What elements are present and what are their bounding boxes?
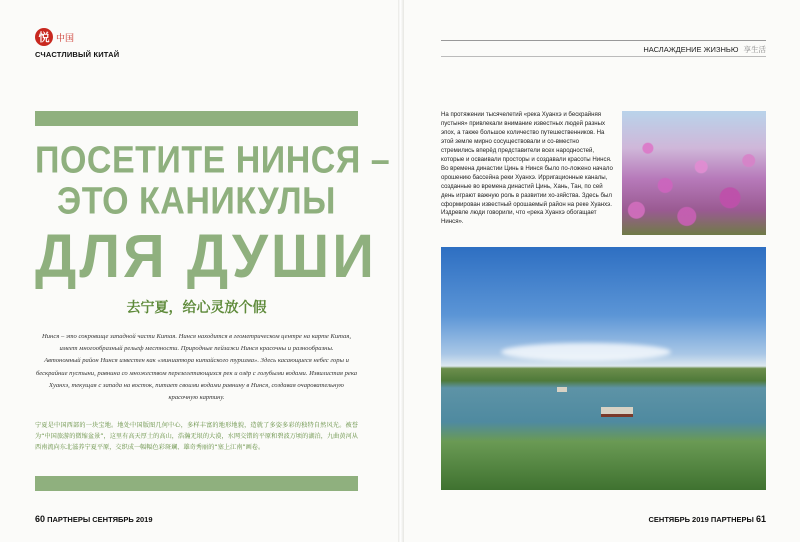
- headline-line-1: ПОСЕТИТЕ НИНСЯ –: [35, 138, 391, 182]
- running-header: [441, 44, 766, 55]
- header-rule: [441, 40, 766, 41]
- magazine-logo-icon: 悦: [35, 28, 53, 46]
- headline-line-3: ДЛЯ ДУШИ: [35, 222, 377, 291]
- decorative-bar-top: [35, 111, 358, 126]
- folio-text: ПАРТНЕРЫ СЕНТЯБРЬ 2019: [47, 515, 153, 524]
- headline-line-2: ЭТО КАНИКУЛЫ: [57, 179, 336, 223]
- decorative-bar-bottom: [35, 476, 358, 491]
- distant-boat: [557, 387, 567, 392]
- lead-paragraph: Нинся – это сокровище западной части Китая. Нинся находится в геометрическом центре на карте Китая, имеет многообразный рельеф местности. Природные пейзажи Нинся красочны и разнообразны.: [42, 333, 351, 353]
- wetland-lake-photo: [441, 247, 766, 490]
- right-folio: [441, 514, 766, 524]
- lead-text: [35, 331, 358, 404]
- tour-boat: [601, 407, 633, 417]
- header-rule-lower: [441, 56, 766, 57]
- section-title: СЧАСТЛИВЫЙ КИТАЙ: [35, 50, 120, 59]
- page-number: 60: [35, 514, 46, 524]
- header-ru: НАСЛАЖДЕНИЕ ЖИЗНЬЮ: [643, 45, 739, 54]
- page-gutter: [398, 0, 404, 542]
- left-folio: [35, 514, 153, 524]
- header-cn: 享生活: [743, 45, 766, 54]
- chinese-body-text: 宁夏是中国西部的一块宝地。地处中国版图几何中心，多样丰富的地形地貌，造就了多姿多彩的独特自然风光。被誉为“中国旅游的微缩盆景”，这里有高天厚土的高山，浩瀚无垠的大漠，水网交错的平原和碧波万顷的湖泊，九曲黄河从西南流向东北滋养宁夏平原，交织成一幅幅色彩斑斓、雄奇秀丽的“塞上江南”画卷。: [35, 422, 358, 451]
- folio-text: СЕНТЯБРЬ 2019 ПАРТНЕРЫ: [648, 515, 754, 524]
- page-number: 61: [755, 514, 766, 524]
- verbena-flowers-photo: [622, 111, 766, 235]
- article-body-text: На протяжении тысячелетий «река Хуанхэ и бескрайняя пустыня» привлекали внимание известных людей разных эпох, а также большое количество путешественников. На этой земле мирно сосуществовали и со-вместно стремились вперёд представители всех народностей, которые и осваивали просторы и создавали красоты Нинся. Во времена династии Цинь в Нинся было по-ложено начало орошению бассейна реки Хуанхэ. Ирригационные каналы, созданные во времена династий Цинь, Хань, Тан, по сей день играют важную роль в развитии хо-зяйства. Здесь был сформирован известный орошаемый район на реке Хуанхэ. Издревле люди говорили, что «река Хуанхэ обогащает Нинся».: [441, 111, 613, 226]
- logo-cn-label: 中国: [56, 34, 75, 44]
- cloud-shape: [501, 343, 671, 361]
- lead-paragraph: Автономный район Нинся известен как «миниатюра китайского туризма». Здесь касающиеся небес горы и бескрайние пустыни, равнина со множеством перезелетающихся рек и озёр с голубыми водами. Извилистая река Хуанхэ, текущая с запада на восток, питает своими водами равнину в Нинся, создавая очаровательную красочную картину.: [35, 357, 358, 402]
- chinese-subtitle: 去宁夏，给心灵放个假: [126, 300, 267, 316]
